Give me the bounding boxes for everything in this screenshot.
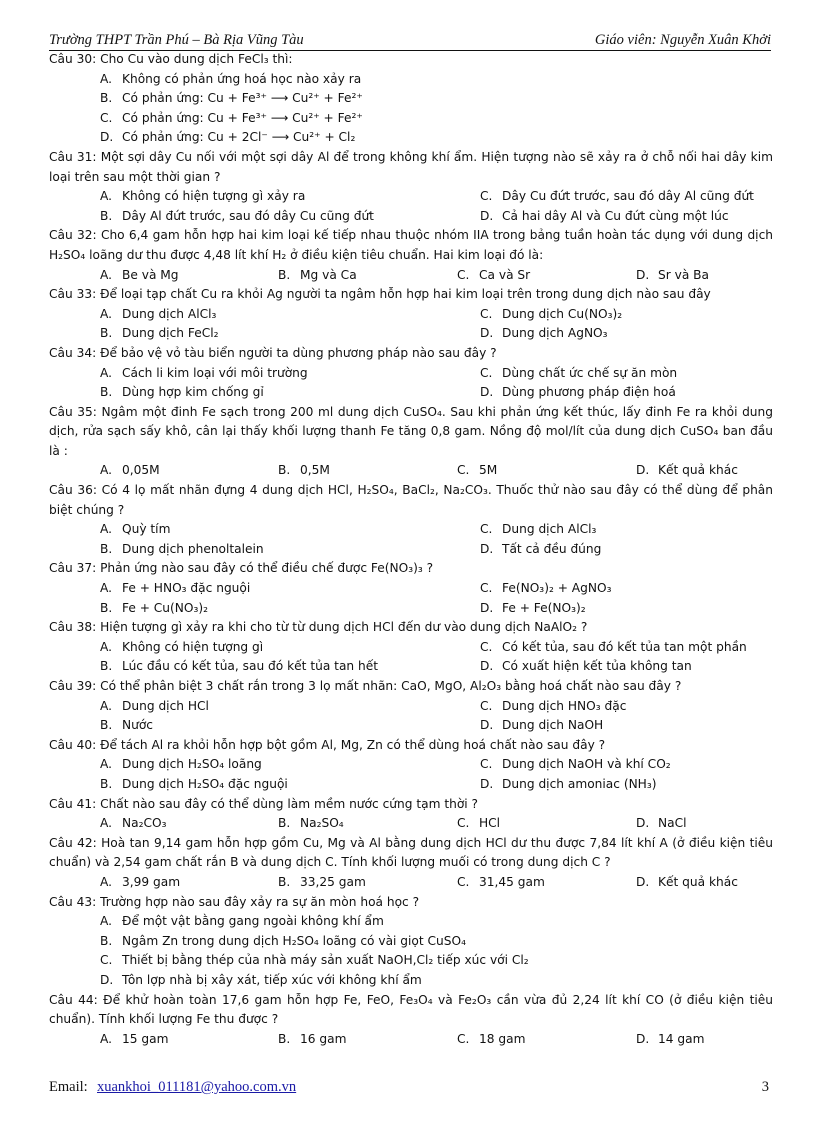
option-letter: A. bbox=[100, 267, 112, 282]
options-row bbox=[49, 873, 773, 893]
answer-option bbox=[636, 1030, 704, 1050]
option-letter: A. bbox=[100, 914, 112, 929]
question-stem bbox=[49, 226, 773, 265]
option-text: Dung dịch AlCl₃ bbox=[122, 306, 217, 321]
option-letter: C. bbox=[480, 189, 493, 204]
option-letter: C. bbox=[480, 306, 493, 321]
option-text: Be và Mg bbox=[122, 267, 179, 282]
option-letter: A. bbox=[100, 71, 112, 86]
question-block bbox=[49, 991, 773, 1050]
option-text: 31,45 gam bbox=[479, 874, 545, 889]
answer-option bbox=[100, 109, 363, 129]
option-letter: D. bbox=[636, 1031, 650, 1046]
answer-option bbox=[100, 70, 361, 90]
option-letter: D. bbox=[636, 816, 650, 831]
option-text: Dung dịch HCl bbox=[122, 698, 209, 713]
school-name: Trường THPT Trần Phú – Bà Rịa Vũng Tàu bbox=[49, 32, 304, 48]
question-block bbox=[49, 677, 773, 736]
options-row bbox=[49, 697, 773, 717]
answer-option bbox=[100, 912, 384, 932]
question-stem bbox=[49, 285, 773, 305]
option-text: Không có hiện tượng gì xảy ra bbox=[122, 189, 306, 204]
answer-option bbox=[100, 932, 466, 952]
answer-option bbox=[100, 266, 179, 286]
answer-option bbox=[480, 599, 586, 619]
option-text: 14 gam bbox=[658, 1031, 705, 1046]
question-number: Câu 41: bbox=[49, 796, 97, 811]
answer-option bbox=[100, 364, 308, 384]
options-row bbox=[49, 109, 773, 129]
question-text: Có thể phân biệt 3 chất rắn trong 3 lọ mất nhãn: CaO, MgO, Al₂O₃ bằng hoá chất nào sau đây ? bbox=[100, 679, 682, 693]
options-row bbox=[49, 70, 773, 90]
answer-option bbox=[480, 520, 596, 540]
question-number: Câu 33: bbox=[49, 287, 97, 302]
question-stem bbox=[49, 795, 773, 815]
option-text: Có kết tủa, sau đó kết tủa tan một phần bbox=[502, 639, 747, 654]
email-link[interactable]: xuankhoi_011181@yahoo.com.vn bbox=[97, 1079, 297, 1095]
answer-option bbox=[636, 873, 738, 893]
option-letter: C. bbox=[457, 874, 470, 889]
answer-option bbox=[457, 1030, 525, 1050]
answer-option bbox=[100, 579, 250, 599]
option-letter: B. bbox=[100, 776, 113, 791]
options-row bbox=[49, 461, 773, 481]
question-stem bbox=[49, 991, 773, 1030]
option-letter: D. bbox=[636, 463, 650, 478]
option-letter: B. bbox=[100, 385, 113, 400]
options-row bbox=[49, 932, 773, 952]
question-block bbox=[49, 226, 773, 285]
option-text: 3,99 gam bbox=[122, 874, 181, 889]
option-text: 16 gam bbox=[300, 1031, 347, 1046]
options-row bbox=[49, 305, 773, 325]
option-letter: B. bbox=[278, 874, 291, 889]
answer-option bbox=[480, 207, 729, 227]
option-text: Quỳ tím bbox=[122, 522, 171, 537]
options-row bbox=[49, 364, 773, 384]
option-text: Tôn lợp nhà bị xây xát, tiếp xúc với không khí ẩm bbox=[122, 972, 422, 987]
answer-option bbox=[457, 266, 530, 286]
answer-option bbox=[480, 755, 671, 775]
question-stem bbox=[49, 481, 773, 520]
option-letter: B. bbox=[278, 267, 291, 282]
options-row bbox=[49, 657, 773, 677]
option-letter: D. bbox=[480, 659, 494, 674]
question-list bbox=[49, 50, 773, 1049]
email-label: Email: bbox=[49, 1079, 88, 1095]
option-letter: B. bbox=[100, 600, 113, 615]
question-number: Câu 36: bbox=[49, 483, 97, 498]
options-row bbox=[49, 971, 773, 991]
option-letter: A. bbox=[100, 365, 112, 380]
question-text: Phản ứng nào sau đây có thể điều chế được Fe(NO₃)₃ ? bbox=[100, 561, 434, 576]
option-letter: C. bbox=[457, 816, 470, 831]
option-text: Dung dịch HNO₃ đặc bbox=[502, 698, 627, 713]
answer-option bbox=[457, 461, 497, 481]
option-letter: B. bbox=[100, 326, 113, 341]
answer-option bbox=[100, 540, 264, 560]
question-block bbox=[49, 344, 773, 403]
answer-option bbox=[480, 579, 611, 599]
option-letter: D. bbox=[480, 385, 494, 400]
option-text: Không có hiện tượng gì bbox=[122, 639, 264, 654]
page-footer bbox=[49, 1079, 769, 1097]
question-number: Câu 30: bbox=[49, 52, 97, 66]
question-stem bbox=[49, 403, 773, 462]
option-text: Để một vật bằng gang ngoài không khí ẩm bbox=[122, 914, 384, 929]
option-letter: B. bbox=[100, 541, 113, 556]
option-text: Dùng phương pháp điện hoá bbox=[502, 385, 676, 400]
options-row bbox=[49, 89, 773, 109]
option-letter: B. bbox=[278, 463, 291, 478]
option-letter: C. bbox=[100, 953, 113, 968]
question-number: Câu 35: bbox=[49, 404, 97, 419]
option-letter: D. bbox=[100, 130, 114, 145]
question-block bbox=[49, 481, 773, 559]
question-text: Để loại tạp chất Cu ra khỏi Ag người ta ngâm hỗn hợp hai kim loại trên trong dung dịch nào sau đây bbox=[100, 287, 711, 302]
question-stem bbox=[49, 834, 773, 873]
option-letter: A. bbox=[100, 1031, 112, 1046]
option-letter: D. bbox=[480, 541, 494, 556]
option-letter: B. bbox=[100, 91, 113, 106]
option-text: Dung dịch FeCl₂ bbox=[122, 326, 219, 341]
option-text: Dung dịch NaOH bbox=[502, 718, 604, 733]
options-row bbox=[49, 599, 773, 619]
option-text: Mg và Ca bbox=[300, 267, 357, 282]
question-stem bbox=[49, 344, 773, 364]
answer-option bbox=[100, 520, 170, 540]
question-number: Câu 44: bbox=[49, 992, 98, 1007]
option-text: Fe + Fe(NO₃)₂ bbox=[502, 600, 586, 615]
option-letter: A. bbox=[100, 757, 112, 772]
answer-option bbox=[636, 814, 686, 834]
option-text: 0,5M bbox=[300, 463, 330, 478]
question-text: Có 4 lọ mất nhãn đựng 4 dung dịch HCl, H₂SO₄, BaCl₂, Na₂CO₃. Thuốc thử nào sau đây có thể dùng để phân biệt chúng ? bbox=[49, 483, 773, 517]
answer-option bbox=[480, 187, 754, 207]
answer-option bbox=[100, 128, 355, 148]
option-text: Ngâm Zn trong dung dịch H₂SO₄ loãng có vài giọt CuSO₄ bbox=[122, 933, 466, 948]
question-stem bbox=[49, 736, 773, 756]
answer-option bbox=[100, 187, 305, 207]
answer-option bbox=[636, 266, 709, 286]
answer-option bbox=[100, 775, 288, 795]
question-text: Để khử hoàn toàn 17,6 gam hỗn hợp Fe, FeO, Fe₃O₄ và Fe₂O₃ cần vừa đủ 2,24 lít khí CO (ở điều kiện tiêu chuẩn). Tính khối lượng Fe thu được ? bbox=[49, 992, 773, 1027]
option-text: Dây Cu đứt trước, sau đó dây Al cũng đứt bbox=[502, 189, 754, 204]
option-text: Cách li kim loại với môi trường bbox=[122, 365, 308, 380]
option-letter: C. bbox=[480, 757, 493, 772]
option-text: Tất cả đều đúng bbox=[502, 541, 602, 556]
option-letter: B. bbox=[100, 659, 113, 674]
question-block bbox=[49, 795, 773, 834]
question-text: Trường hợp nào sau đây xảy ra sự ăn mòn hoá học ? bbox=[100, 894, 420, 909]
answer-option bbox=[480, 697, 626, 717]
option-text: Kết quả khác bbox=[658, 463, 738, 478]
options-row bbox=[49, 540, 773, 560]
question-text: Chất nào sau đây có thể dùng làm mềm nước cứng tạm thời ? bbox=[100, 796, 479, 811]
option-text: Nước bbox=[122, 718, 153, 733]
option-text: Dung dịch H₂SO₄ loãng bbox=[122, 757, 262, 772]
options-row bbox=[49, 1030, 773, 1050]
question-block bbox=[49, 618, 773, 677]
options-row bbox=[49, 187, 773, 207]
question-stem bbox=[49, 618, 773, 638]
answer-option bbox=[480, 305, 622, 325]
option-text: Cả hai dây Al và Cu đứt cùng một lúc bbox=[502, 208, 729, 223]
option-text: Dung dịch amoniac (NH₃) bbox=[502, 776, 657, 791]
answer-option bbox=[457, 873, 545, 893]
page-header bbox=[49, 32, 771, 51]
question-stem bbox=[49, 50, 773, 70]
question-block bbox=[49, 285, 773, 344]
answer-option bbox=[100, 461, 160, 481]
option-letter: A. bbox=[100, 189, 112, 204]
options-row bbox=[49, 755, 773, 775]
answer-option bbox=[636, 461, 738, 481]
question-number: Câu 42: bbox=[49, 835, 97, 850]
question-number: Câu 34: bbox=[49, 345, 97, 360]
question-number: Câu 32: bbox=[49, 228, 97, 243]
option-text: 5M bbox=[479, 463, 498, 478]
option-text: Dùng hợp kim chống gỉ bbox=[122, 385, 264, 400]
option-letter: D. bbox=[100, 972, 114, 987]
option-letter: D. bbox=[480, 326, 494, 341]
option-letter: C. bbox=[480, 698, 493, 713]
option-text: 18 gam bbox=[479, 1031, 526, 1046]
option-letter: D. bbox=[480, 208, 494, 223]
answer-option bbox=[100, 697, 209, 717]
answer-option bbox=[100, 657, 378, 677]
option-text: Có phản ứng: Cu + Fe³⁺ ⟶ Cu²⁺ + Fe²⁺ bbox=[122, 110, 363, 125]
option-text: Không có phản ứng hoá học nào xảy ra bbox=[122, 71, 362, 86]
option-text: NaCl bbox=[658, 816, 687, 831]
option-text: Có xuất hiện kết tủa không tan bbox=[502, 659, 692, 674]
question-number: Câu 38: bbox=[49, 620, 97, 635]
question-number: Câu 39: bbox=[49, 679, 97, 693]
answer-option bbox=[480, 324, 608, 344]
option-text: Na₂CO₃ bbox=[122, 816, 167, 831]
option-letter: B. bbox=[100, 208, 113, 223]
option-text: Dung dịch phenoltalein bbox=[122, 541, 264, 556]
options-row bbox=[49, 912, 773, 932]
option-letter: A. bbox=[100, 522, 112, 537]
question-text: Để tách Al ra khỏi hỗn hợp bột gồm Al, Mg, Zn có thể dùng hoá chất nào sau đây ? bbox=[100, 737, 606, 752]
option-letter: C. bbox=[457, 1031, 470, 1046]
options-row bbox=[49, 638, 773, 658]
options-row bbox=[49, 951, 773, 971]
option-letter: B. bbox=[278, 1031, 291, 1046]
answer-option bbox=[100, 873, 180, 893]
answer-option bbox=[457, 814, 500, 834]
page-number: 3 bbox=[761, 1079, 769, 1095]
option-text: 0,05M bbox=[122, 463, 160, 478]
option-letter: A. bbox=[100, 581, 112, 596]
answer-option bbox=[100, 324, 219, 344]
question-block bbox=[49, 403, 773, 481]
option-text: Kết quả khác bbox=[658, 874, 738, 889]
option-letter: C. bbox=[480, 365, 493, 380]
answer-option bbox=[100, 383, 264, 403]
option-letter: D. bbox=[636, 874, 650, 889]
answer-option bbox=[278, 1030, 346, 1050]
option-text: Fe + HNO₃ đặc nguội bbox=[122, 581, 251, 596]
option-text: Thiết bị bằng thép của nhà máy sản xuất NaOH,Cl₂ tiếp xúc với Cl₂ bbox=[122, 953, 529, 968]
option-text: Dung dịch NaOH và khí CO₂ bbox=[502, 757, 671, 772]
option-letter: D. bbox=[636, 267, 650, 282]
option-text: Na₂SO₄ bbox=[300, 816, 344, 831]
options-row bbox=[49, 383, 773, 403]
option-letter: C. bbox=[100, 110, 113, 125]
teacher-name: Giáo viên: Nguyễn Xuân Khởi bbox=[594, 32, 771, 48]
option-text: Fe(NO₃)₂ + AgNO₃ bbox=[502, 581, 612, 596]
option-text: Lúc đầu có kết tủa, sau đó kết tủa tan hết bbox=[122, 659, 379, 674]
answer-option bbox=[480, 775, 657, 795]
option-text: Dung dịch Cu(NO₃)₂ bbox=[502, 306, 623, 321]
answer-option bbox=[100, 638, 263, 658]
option-text: Sr và Ba bbox=[658, 267, 710, 282]
option-text: Fe + Cu(NO₃)₂ bbox=[122, 600, 209, 615]
question-number: Câu 31: bbox=[49, 149, 97, 164]
question-number: Câu 40: bbox=[49, 737, 97, 752]
question-number: Câu 37: bbox=[49, 561, 97, 576]
options-row bbox=[49, 814, 773, 834]
option-letter: C. bbox=[480, 581, 493, 596]
question-block bbox=[49, 148, 773, 226]
option-letter: B. bbox=[100, 933, 113, 948]
option-letter: C. bbox=[480, 522, 493, 537]
option-text: Ca và Sr bbox=[479, 267, 531, 282]
option-text: Có phản ứng: Cu + Fe³⁺ ⟶ Cu²⁺ + Fe²⁺ bbox=[122, 91, 363, 106]
question-number: Câu 43: bbox=[49, 894, 97, 909]
question-text: Để bảo vệ vỏ tàu biển người ta dùng phương pháp nào sau đây ? bbox=[100, 345, 497, 360]
answer-option bbox=[480, 364, 677, 384]
option-letter: C. bbox=[457, 267, 470, 282]
answer-option bbox=[480, 383, 676, 403]
option-letter: B. bbox=[100, 718, 113, 733]
question-stem bbox=[49, 148, 773, 187]
option-letter: A. bbox=[100, 698, 112, 713]
question-text: Ngâm một đinh Fe sạch trong 200 ml dung dịch CuSO₄. Sau khi phản ứng kết thúc, lấy đinh Fe ra khỏi dung dịch, rửa sạch sấy khô, cân lại thấy khối lượng thanh Fe tăng 0,8 gam. Nồng độ mol/lít của dung dịch CuSO₄ ban đầu là : bbox=[49, 404, 773, 458]
option-text: Có phản ứng: Cu + 2Cl⁻ ⟶ Cu²⁺ + Cl₂ bbox=[122, 130, 356, 145]
question-text: Hiện tượng gì xảy ra khi cho từ từ dung dịch HCl đến dư vào dung dịch NaAlO₂ ? bbox=[100, 620, 588, 635]
option-letter: A. bbox=[100, 639, 112, 654]
option-text: Dung dịch H₂SO₄ đặc nguội bbox=[122, 776, 288, 791]
answer-option bbox=[100, 951, 529, 971]
option-letter: D. bbox=[480, 600, 494, 615]
option-letter: A. bbox=[100, 874, 112, 889]
answer-option bbox=[100, 971, 422, 991]
option-letter: C. bbox=[480, 639, 493, 654]
options-row bbox=[49, 579, 773, 599]
question-text: Cho 6,4 gam hỗn hợp hai kim loại kế tiếp nhau thuộc nhóm IIA trong bảng tuần hoàn tác dụng với dung dịch H₂SO₄ loãng dư thu được 4,48 lít khí H₂ ở điều kiện tiêu chuẩn. Hai kim loại đó là: bbox=[49, 228, 773, 262]
question-block bbox=[49, 893, 773, 991]
answer-option bbox=[480, 540, 601, 560]
options-row bbox=[49, 207, 773, 227]
answer-option bbox=[278, 461, 330, 481]
options-row bbox=[49, 128, 773, 148]
answer-option bbox=[100, 89, 363, 109]
options-row bbox=[49, 716, 773, 736]
question-block bbox=[49, 834, 773, 893]
question-stem bbox=[49, 677, 773, 697]
answer-option bbox=[278, 266, 357, 286]
answer-option bbox=[100, 716, 153, 736]
option-text: 15 gam bbox=[122, 1031, 169, 1046]
option-letter: C. bbox=[457, 463, 470, 478]
answer-option bbox=[100, 1030, 168, 1050]
options-row bbox=[49, 324, 773, 344]
answer-option bbox=[100, 755, 262, 775]
answer-option bbox=[278, 873, 366, 893]
option-letter: A. bbox=[100, 463, 112, 478]
options-row bbox=[49, 266, 773, 286]
answer-option bbox=[480, 657, 692, 677]
answer-option bbox=[480, 638, 747, 658]
option-text: Dung dịch AlCl₃ bbox=[502, 522, 597, 537]
question-text: Cho Cu vào dung dịch FeCl₃ thì: bbox=[100, 52, 293, 66]
answer-option bbox=[480, 716, 603, 736]
answer-option bbox=[278, 814, 344, 834]
question-stem bbox=[49, 559, 773, 579]
question-block bbox=[49, 559, 773, 618]
answer-option bbox=[100, 305, 216, 325]
question-text: Một sợi dây Cu nối với một sợi dây Al để trong không khí ẩm. Hiện tượng nào sẽ xảy ra ở chỗ nối hai dây kim loại trên sau một thời gian ? bbox=[49, 149, 773, 184]
option-text: Dây Al đứt trước, sau đó dây Cu cũng đứt bbox=[122, 208, 374, 223]
answer-option bbox=[100, 207, 374, 227]
option-letter: D. bbox=[480, 718, 494, 733]
question-block bbox=[49, 736, 773, 795]
option-text: Dung dịch AgNO₃ bbox=[502, 326, 608, 341]
option-letter: A. bbox=[100, 306, 112, 321]
answer-option bbox=[100, 814, 166, 834]
question-stem bbox=[49, 893, 773, 913]
option-letter: A. bbox=[100, 816, 112, 831]
option-letter: B. bbox=[278, 816, 291, 831]
option-letter: D. bbox=[480, 776, 494, 791]
answer-option bbox=[100, 599, 208, 619]
options-row bbox=[49, 520, 773, 540]
options-row bbox=[49, 775, 773, 795]
question-block bbox=[49, 50, 773, 148]
option-text: Dùng chất ức chế sự ăn mòn bbox=[502, 365, 678, 380]
option-text: HCl bbox=[479, 816, 501, 831]
question-text: Hoà tan 9,14 gam hỗn hợp gồm Cu, Mg và Al bằng dung dịch HCl dư thu được 7,84 lít khí A (ở điều kiện tiêu chuẩn) và 2,54 gam chất rắn B và dung dịch C. Tính khối lượng muối có trong dung dịch C ? bbox=[49, 835, 774, 870]
option-text: 33,25 gam bbox=[300, 874, 366, 889]
